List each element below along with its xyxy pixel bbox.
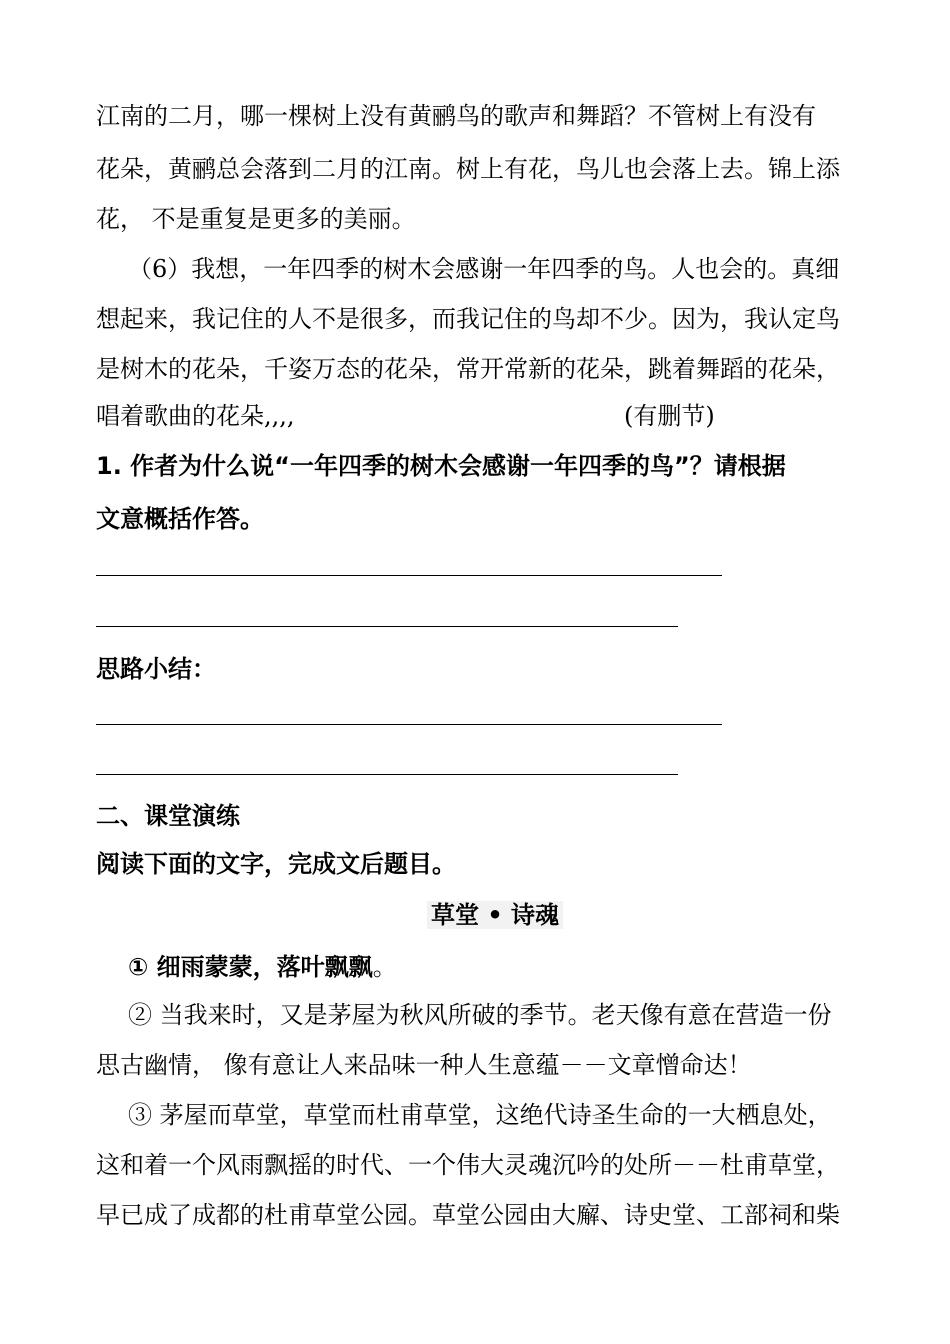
- answer-line[interactable]: [96, 626, 678, 627]
- paragraph-2-line: ② 当我来时，又是茅屋为秋风所破的季节。老天像有意在营造一份: [128, 1001, 832, 1029]
- paragraph-2-line: 思古幽情， 像有意让人来品味一种人生意蕴－－文章憎命达！: [96, 1051, 752, 1079]
- passage-line: （6）我想，一年四季的树木会感谢一年四季的鸟。人也会的。真细: [128, 255, 840, 283]
- passage-line: 唱着歌曲的花朵,,,,: [96, 402, 295, 430]
- section-heading: 二、课堂演练: [96, 802, 240, 830]
- paragraph-1: [128, 951, 856, 983]
- article-title: [0, 899, 950, 931]
- summary-label: 思路小结：: [96, 655, 216, 683]
- paragraph-1-bold: ① 细雨蒙蒙，落叶飘飘: [128, 953, 373, 981]
- passage-line: 花朵，黄鹂总会落到二月的江南。树上有花，鸟儿也会落上去。锦上添: [96, 155, 840, 183]
- passage-line: 花， 不是重复是更多的美丽。: [96, 205, 416, 233]
- summary-answer-line[interactable]: [96, 724, 722, 725]
- summary-answer-line[interactable]: [96, 774, 678, 775]
- passage-line: 江南的二月，哪一棵树上没有黄鹂鸟的歌声和舞蹈？不管树上有没有: [96, 102, 816, 130]
- paragraph-3-line: ③ 茅屋而草堂，草堂而杜甫草堂，这绝代诗圣生命的一大栖息处，: [128, 1101, 832, 1129]
- question-1-text: 1. 作者为什么说“一年四季的树木会感谢一年四季的鸟”？请根据: [96, 452, 786, 480]
- passage-line: 是树木的花朵，千姿万态的花朵，常开常新的花朵，跳着舞蹈的花朵，: [96, 355, 840, 383]
- question-1-text-cont: 文意概括作答。: [96, 505, 264, 533]
- reading-instruction: 阅读下面的文字，完成文后题目。: [96, 850, 456, 878]
- paragraph-3-line: 早已成了成都的杜甫草堂公园。草堂公园由大廨、诗史堂、工部祠和柴: [96, 1201, 840, 1229]
- paragraph-3-line: 这和着一个风雨飘摇的时代、一个伟大灵魂沉吟的处所－－杜甫草堂，: [96, 1151, 840, 1179]
- article-title-text: 草堂 • 诗魂: [427, 901, 563, 929]
- abridged-note: (有删节): [624, 402, 715, 430]
- passage-line: 想起来，我记住的人不是很多，而我记住的鸟却不少。因为，我认定鸟: [96, 305, 840, 333]
- answer-line[interactable]: [96, 575, 722, 576]
- paragraph-1-tail: 。: [372, 953, 397, 981]
